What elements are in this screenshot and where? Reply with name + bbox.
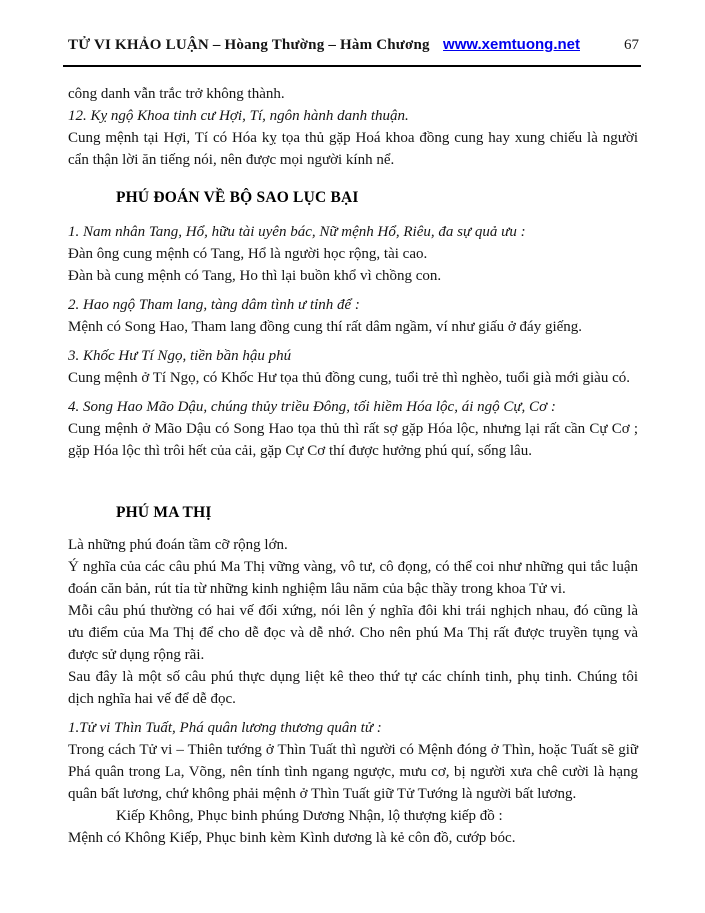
paragraph: 4. Song Hao Mão Dậu, chúng thủy triều Đông, tối hiềm Hóa lộc, ái ngộ Cự, Cơ : bbox=[68, 399, 556, 415]
paragraph: 1. Nam nhân Tang, Hổ, hữu tài uyên bác, Nữ mệnh Hổ, Riêu, đa sự quả ưu : bbox=[68, 224, 526, 240]
paragraph: Sau đây là một số câu phú thực dụng liệt kê theo thứ tự các chính tinh, phụ tinh. Chúng tôi dịch nghĩa hai vế để dễ đọc. bbox=[68, 669, 638, 707]
paragraph: Đàn ông cung mệnh có Tang, Hổ là người học rộng, tài cao. bbox=[68, 246, 428, 262]
paragraph: Cung mệnh ở Mão Dậu có Song Hao tọa thủ thì rất sợ gặp Hóa lộc, nhưng lại rất cần Cự Cơ ; gặp Hóa lộc thì trôi hết của cải, gặp Cự Cơ thí được hưởng phú quí, sống lâu. bbox=[68, 421, 638, 459]
section-heading-ma-thi: PHÚ MA THỊ bbox=[116, 504, 212, 521]
paragraph: 1.Tử vi Thìn Tuất, Phá quân lương thương quân tử : bbox=[68, 720, 382, 736]
website-link[interactable]: www.xemtuong.net bbox=[443, 36, 580, 53]
document-title: TỬ VI KHẢO LUẬN – Hòang Thường – Hàm Chương bbox=[68, 37, 430, 53]
paragraph: Cung mệnh ở Tí Ngọ, có Khốc Hư tọa thủ đồng cung, tuổi trẻ thì nghèo, tuổi già mới giàu có. bbox=[68, 370, 630, 386]
paragraph: 3. Khốc Hư Tí Ngọ, tiền bần hậu phú bbox=[68, 348, 292, 364]
paragraph: Trong cách Tử vi – Thiên tướng ở Thìn Tuất thì người có Mệnh đóng ở Thìn, hoặc Tuất sẽ giữ Phá quân trong La, Võng, nên tính tình ngang ngược, mưu cơ, bị người xưa chê cười là hạng quân bất lương, chứ không phải mệnh ở Thìn Tuất giữ Tử Tướng là người bất lương. bbox=[68, 742, 638, 802]
paragraph: 2. Hao ngộ Tham lang, tàng dâm tình ư tỉnh để : bbox=[68, 297, 360, 313]
paragraph: Mệnh có Song Hao, Tham lang đồng cung thí rất dâm ngầm, ví như giấu ở đáy giếng. bbox=[68, 319, 583, 335]
paragraph: Kiếp Không, Phục binh phúng Dương Nhận, lộ thượng kiếp đồ : bbox=[116, 808, 503, 824]
paragraph: 12. Kỵ ngộ Khoa tinh cư Hợi, Tí, ngôn hành danh thuận. bbox=[68, 108, 409, 124]
paragraph: Đàn bà cung mệnh có Tang, Ho thì lại buồn khổ vì chồng con. bbox=[68, 268, 442, 284]
page-number: 67 bbox=[624, 37, 639, 53]
paragraph: công danh vẫn trắc trở không thành. bbox=[68, 86, 285, 102]
paragraph: Ý nghĩa của các câu phú Ma Thị vững vàng, vô tư, cô đọng, có thể coi như những qui tắc luận đoán căn bản, rút tỉa từ những kinh nghiệm lâu năm của bậc thầy trong khoa Tử vi. bbox=[68, 559, 638, 597]
paragraph: Cung mệnh tại Hợi, Tí có Hóa kỵ tọa thủ gặp Hoá khoa đồng cung hay xung chiếu là người cẩn thận lời ăn tiếng nói, nên được mọi người kính nể. bbox=[68, 130, 638, 168]
section-heading-luc-bai: PHÚ ĐOÁN VỀ BỘ SAO LỤC BẠI bbox=[116, 189, 359, 206]
header-right-group bbox=[443, 36, 639, 54]
document-body bbox=[0, 67, 705, 849]
paragraph: Mệnh có Không Kiếp, Phục binh kèm Kình dương là kẻ côn đồ, cướp bóc. bbox=[68, 830, 516, 846]
paragraph: Là những phú đoán tầm cỡ rộng lớn. bbox=[68, 537, 288, 553]
paragraph: Mỗi câu phú thường có hai vế đối xứng, nói lên ý nghĩa đôi khi trái nghịch nhau, đó cũng là ưu điểm của Ma Thị để cho dễ đọc và dễ nhớ. Cho nên phú Ma Thị rất được truyền tụng và được sử dụng rộng rãi. bbox=[68, 603, 638, 663]
page-header bbox=[0, 0, 705, 54]
